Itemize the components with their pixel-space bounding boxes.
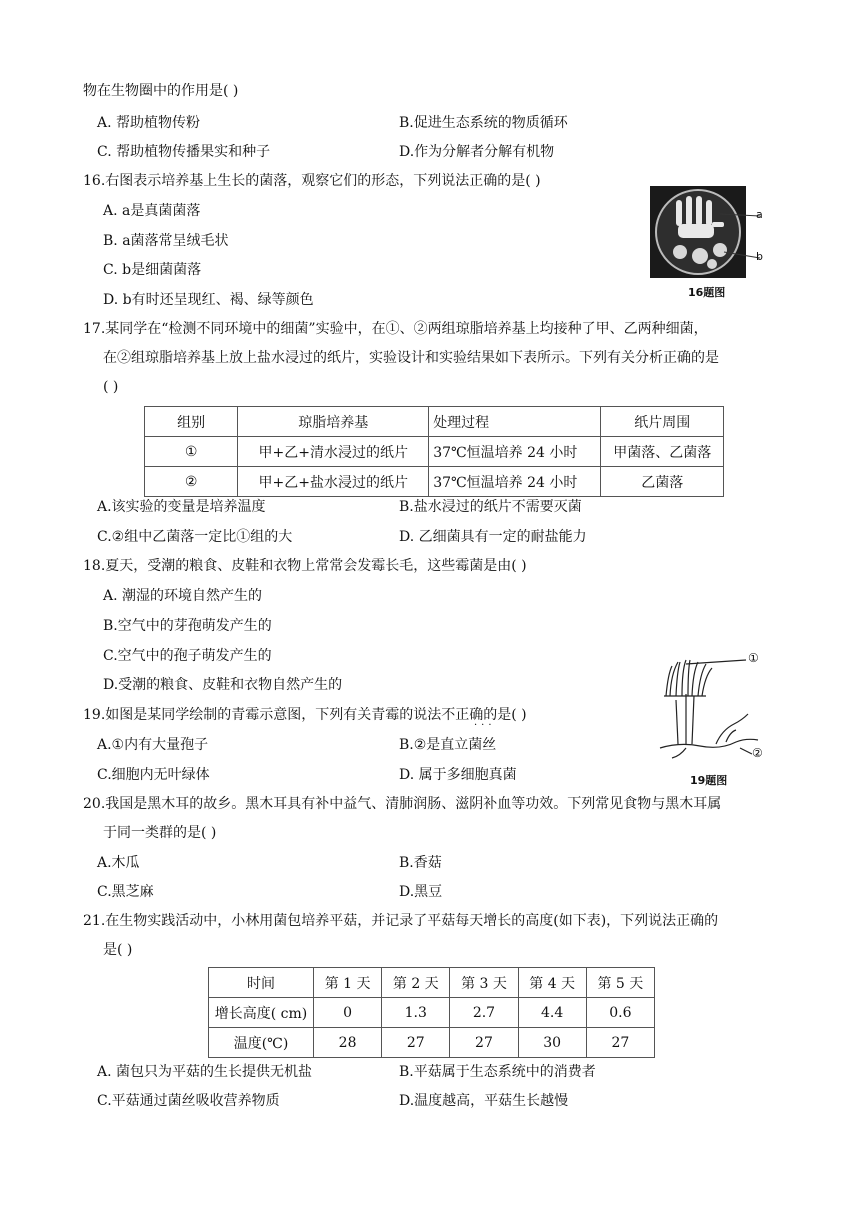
q21-option-a: A. 菌包只为平菇的生长提供无机盐 [97, 1064, 313, 1080]
q21-stem-line1: 21.在生物实践活动中，小林用菌包培养平菇，并记录了平菇每天增长的高度(如下表)，下列说法正确的 [83, 913, 719, 929]
table-header-cell: 第 1 天 [314, 968, 382, 998]
table-cell: 甲菌落、乙菌落 [601, 437, 724, 467]
q19-option-d: D. 属于多细胞真菌 [399, 767, 517, 783]
q17-option-a: A.该实验的变量是培养温度 [97, 499, 266, 515]
q19-option-c: C.细胞内无叶绿体 [97, 767, 210, 783]
table-cell: 乙菌落 [601, 467, 724, 497]
table-header-cell: 第 5 天 [586, 968, 654, 998]
q21-option-b: B.平菇属于生态系统中的消费者 [399, 1064, 596, 1080]
q18-option-c: C.空气中的孢子萌发产生的 [103, 648, 272, 664]
q16-option-d: D. b有时还呈现红、褐、绿等颜色 [103, 292, 314, 308]
figure-label-2: ② [752, 746, 763, 760]
q19-option-a: A.①内有大量孢子 [97, 737, 209, 753]
q15-option-c: C. 帮助植物传播果实和种子 [97, 144, 271, 160]
q17-option-d: D. 乙细菌具有一定的耐盐能力 [399, 529, 587, 545]
petri-dish-figure [650, 186, 770, 282]
figure-label-1: ① [748, 651, 759, 665]
q19-figure-caption: 19题图 [690, 774, 728, 787]
q18-stem: 18.夏天，受潮的粮食、皮鞋和衣物上常常会发霉长毛，这些霉菌是由( ) [83, 558, 527, 574]
q20-option-a: A.木瓜 [97, 855, 140, 871]
q16-figure-caption: 16题图 [688, 286, 726, 299]
q16-option-a: A. a是真菌菌落 [103, 203, 201, 219]
q20-option-b: B.香菇 [399, 855, 442, 871]
q21-table [208, 967, 655, 1058]
table-cell: 增长高度( cm) [209, 998, 314, 1028]
table-cell: 27 [450, 1028, 518, 1058]
q17-stem-line3: ( ) [103, 379, 119, 395]
table-row [145, 467, 724, 497]
q20-option-c: C.黑芝麻 [97, 884, 154, 900]
q17-stem-line2: 在②组琼脂培养基上放上盐水浸过的纸片，实验设计和实验结果如下表所示。下列有关分析正确的是 [103, 350, 719, 366]
q20-stem-line1: 20.我国是黑木耳的故乡。黑木耳具有补中益气、清肺润肠、滋阴补血等功效。下列常见食物与黑木耳属 [83, 796, 722, 812]
q18-option-d: D.受潮的粮食、皮鞋和衣物自然产生的 [103, 677, 343, 693]
table-row [209, 1028, 655, 1058]
figure-label-b: b [756, 250, 763, 263]
table-cell: 37℃恒温培养 24 小时 [429, 467, 601, 497]
q21-option-d: D.温度越高，平菇生长越慢 [399, 1093, 569, 1109]
table-cell: 28 [314, 1028, 382, 1058]
table-cell: 27 [382, 1028, 450, 1058]
table-cell: 30 [518, 1028, 586, 1058]
table-header-row [209, 968, 655, 998]
table-row [145, 437, 724, 467]
q19-option-b: B.②是直立菌丝 [399, 737, 497, 753]
emphasis-dots: ··· [474, 720, 496, 731]
figure-label-a: a [756, 208, 763, 221]
table-cell: 0.6 [586, 998, 654, 1028]
q16-option-b: B. a菌落常呈绒毛状 [103, 233, 229, 249]
table-cell: 1.3 [382, 998, 450, 1028]
q21-stem-line2: 是( ) [103, 942, 133, 958]
table-cell: 甲+乙+清水浸过的纸片 [238, 437, 429, 467]
table-cell: 温度(℃) [209, 1028, 314, 1058]
q18-option-b: B.空气中的芽孢萌发产生的 [103, 618, 272, 634]
table-cell: 0 [314, 998, 382, 1028]
q15-option-d: D.作为分解者分解有机物 [399, 144, 555, 160]
table-header-cell: 纸片周围 [601, 407, 724, 437]
table-cell: 甲+乙+盐水浸过的纸片 [238, 467, 429, 497]
table-cell: ① [145, 437, 238, 467]
q15-option-a: A. 帮助植物传粉 [97, 115, 201, 131]
q15-option-b: B.促进生态系统的物质循环 [399, 115, 568, 131]
q16-stem: 16.右图表示培养基上生长的菌落，观察它们的形态，下列说法正确的是( ) [83, 173, 541, 189]
table-cell: 27 [586, 1028, 654, 1058]
q20-stem-line2: 于同一类群的是( ) [103, 825, 217, 841]
table-header-cell: 第 4 天 [518, 968, 586, 998]
table-header-cell: 组别 [145, 407, 238, 437]
q17-stem-line1: 17.某同学在“检测不同环境中的细菌”实验中，在①、②两组琼脂培养基上均接种了甲、乙两种细菌， [83, 321, 708, 337]
q21-option-c: C.平菇通过菌丝吸收营养物质 [97, 1093, 280, 1109]
q20-option-d: D.黑豆 [399, 884, 443, 900]
table-header-cell: 处理过程 [429, 407, 601, 437]
table-header-cell: 时间 [209, 968, 314, 998]
table-cell: 4.4 [518, 998, 586, 1028]
q19-stem: 19.如图是某同学绘制的青霉示意图，下列有关青霉的说法不正确的是( ) [83, 707, 527, 723]
table-cell: ② [145, 467, 238, 497]
q16-option-c: C. b是细菌菌落 [103, 262, 202, 278]
table-header-row [145, 407, 724, 437]
penicillium-figure [656, 652, 768, 772]
table-header-cell: 第 2 天 [382, 968, 450, 998]
q17-option-c: C.②组中乙菌落一定比①组的大 [97, 529, 293, 545]
table-header-cell: 琼脂培养基 [238, 407, 429, 437]
table-row [209, 998, 655, 1028]
q15-stem: 物在生物圈中的作用是( ) [83, 83, 239, 99]
q18-option-a: A. 潮湿的环境自然产生的 [103, 588, 263, 604]
table-cell: 37℃恒温培养 24 小时 [429, 437, 601, 467]
q17-table [144, 406, 724, 497]
table-header-cell: 第 3 天 [450, 968, 518, 998]
q17-option-b: B.盐水浸过的纸片不需要灭菌 [399, 499, 582, 515]
table-cell: 2.7 [450, 998, 518, 1028]
